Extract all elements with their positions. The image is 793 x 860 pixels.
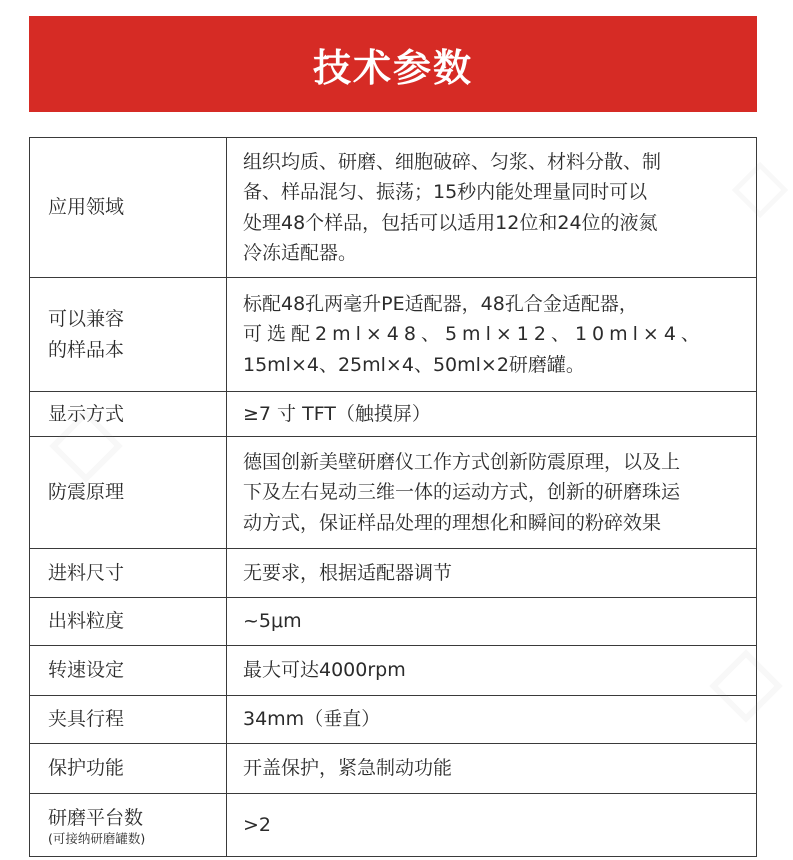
row-label: 进料尺寸: [30, 549, 227, 598]
row-label: 防震原理: [30, 437, 227, 549]
value-line: 下及左右晃动三维一体的运动方式，创新的研磨珠运: [243, 481, 681, 504]
value-line: 15ml×4、25ml×4、50ml×2研磨罐。: [243, 353, 585, 376]
row-label: 保护功能: [30, 744, 227, 794]
value-line: 德国创新美壁研磨仪工作方式创新防震原理，以及上: [243, 450, 681, 473]
table-row: [30, 549, 757, 598]
row-value: [227, 138, 757, 278]
row-value: [227, 437, 757, 549]
value-line: 动方式，保证样品处理的理想化和瞬间的粉碎效果: [243, 511, 662, 534]
row-value: >2: [227, 794, 757, 857]
row-value: 34mm（垂直）: [227, 696, 757, 744]
row-value: ~5μm: [227, 598, 757, 646]
row-label: 转速设定: [30, 646, 227, 696]
row-value: [227, 278, 757, 392]
row-label: 显示方式: [30, 392, 227, 437]
label-line: 的样品本: [48, 338, 125, 361]
row-label: 应用领域: [30, 138, 227, 278]
row-label: 出料粒度: [30, 598, 227, 646]
row-label: [30, 794, 227, 857]
spec-table: [29, 137, 757, 857]
label-main: 研磨平台数: [48, 806, 144, 829]
table-row: [30, 696, 757, 744]
value-line: 标配48孔两毫升PE适配器，48孔合金适配器，: [243, 292, 638, 315]
table-row: [30, 646, 757, 696]
row-value: ≥7 寸 TFT（触摸屏）: [227, 392, 757, 437]
table-row: [30, 278, 757, 392]
value-line: 处理48个样品，包括可以适用12位和24位的液氮: [243, 211, 658, 234]
row-value: 最大可达4000rpm: [227, 646, 757, 696]
label-sub: (可接纳研磨罐数): [48, 831, 146, 847]
row-value: 开盖保护，紧急制动功能: [227, 744, 757, 794]
value-line: 组织均质、研磨、细胞破碎、匀浆、材料分散、制: [243, 150, 662, 173]
value-line: 冷冻适配器。: [243, 242, 358, 264]
table-row: [30, 392, 757, 437]
table-row: [30, 598, 757, 646]
row-label: [30, 278, 227, 392]
table-row: [30, 744, 757, 794]
label-line: 可以兼容: [48, 308, 125, 330]
table-row: [30, 437, 757, 549]
table-row: [30, 138, 757, 278]
value-line: 备、样品混匀、振荡；15秒内能处理量同时可以: [243, 181, 648, 203]
value-line: 可选配2ml×48、5ml×12、10ml×4、: [243, 323, 705, 346]
table-row: [30, 794, 757, 857]
row-value: 无要求，根据适配器调节: [227, 549, 757, 598]
title-banner: [29, 16, 757, 112]
row-label: 夹具行程: [30, 696, 227, 744]
banner-title: 技术参数: [312, 45, 473, 90]
